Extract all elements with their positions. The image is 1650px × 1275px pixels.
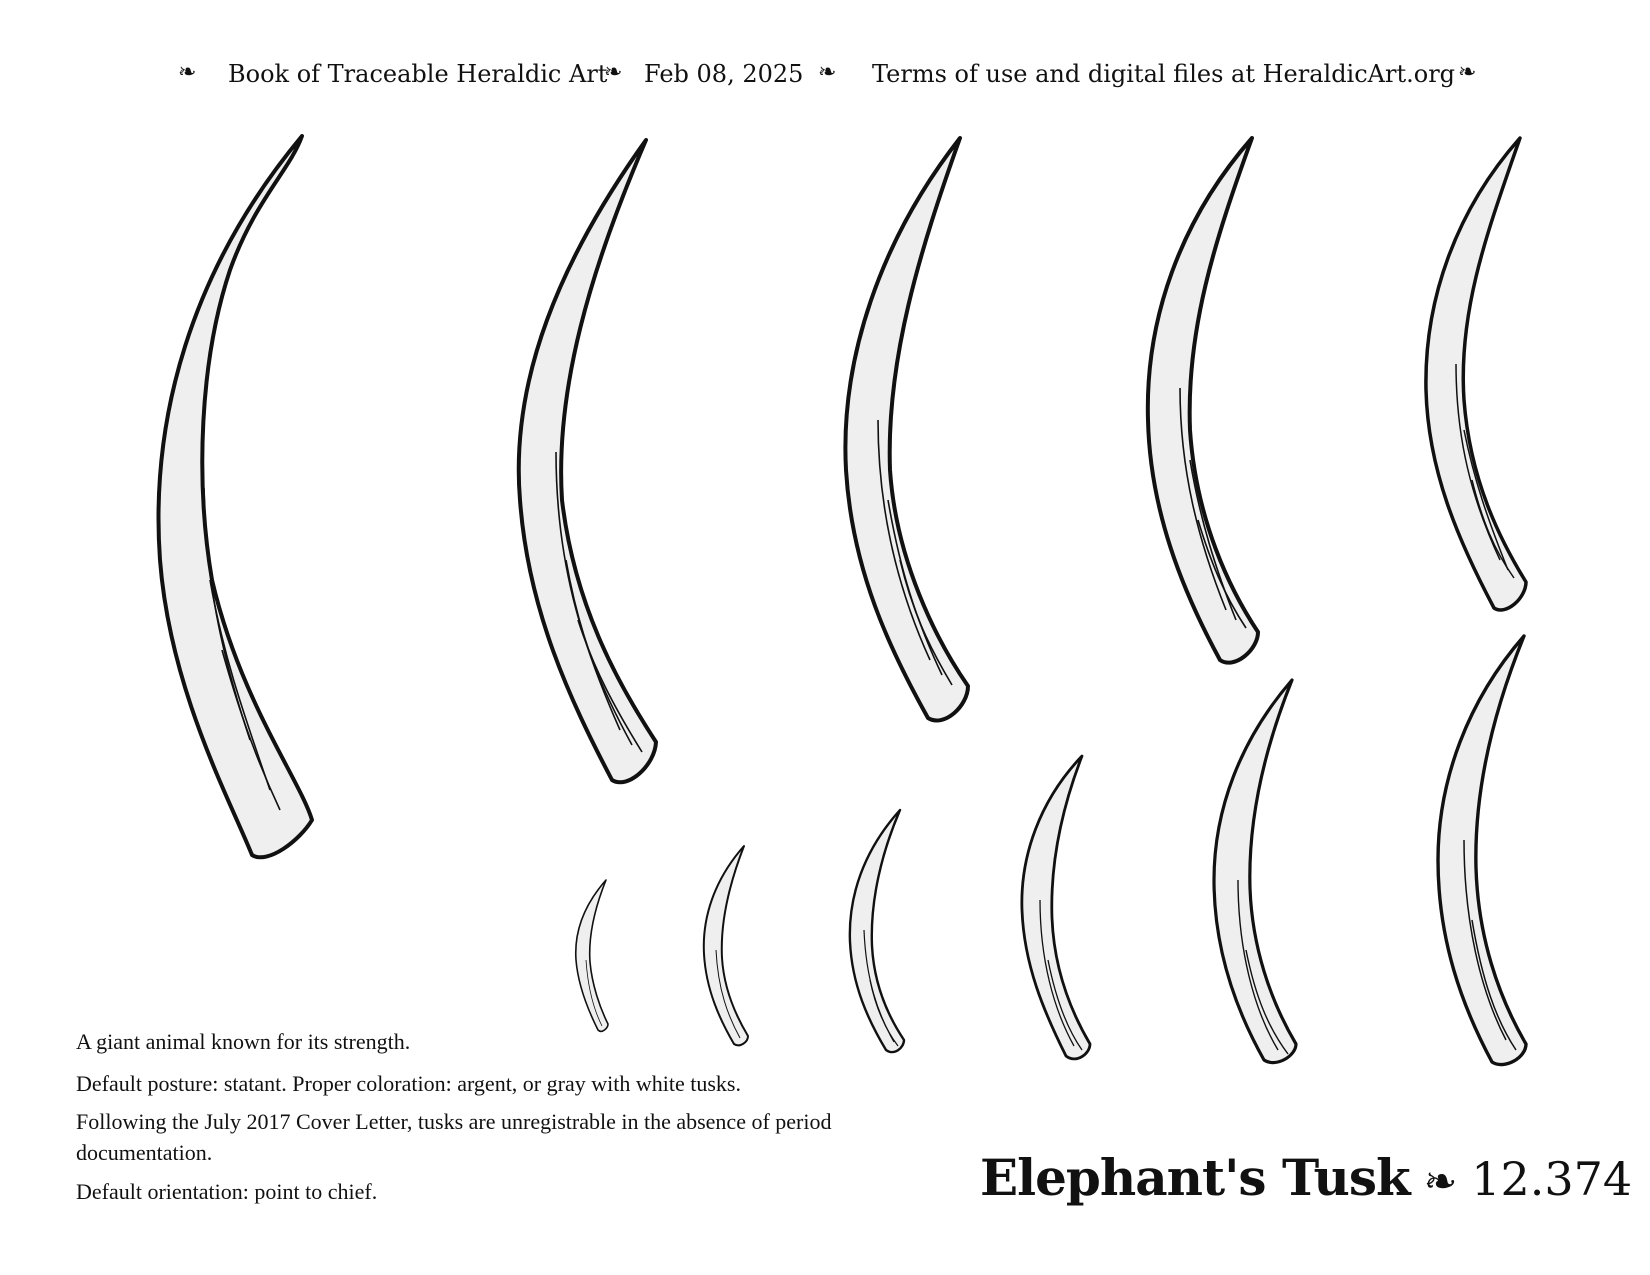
fleuron-ornament: ❧ bbox=[818, 60, 837, 85]
header-date: Feb 08, 2025 bbox=[644, 60, 804, 88]
figure-name: Elephant's Tusk bbox=[980, 1148, 1410, 1207]
fleuron-ornament: ❧ bbox=[604, 60, 623, 85]
figure-title bbox=[980, 1148, 1633, 1218]
tusk-small-2 bbox=[704, 846, 748, 1045]
description-line-2: Default posture: statant. Proper coloration: argent, or gray with white tusks. bbox=[76, 1071, 741, 1096]
fleuron-ornament: ❧ bbox=[1423, 1159, 1458, 1205]
terms-link-text: Terms of use and digital files at HeraldicArt.org bbox=[872, 60, 1456, 88]
description-line-4: Default orientation: point to chief. bbox=[76, 1179, 378, 1204]
tusk-large-5 bbox=[1426, 138, 1526, 610]
description-line-1: A giant animal known for its strength. bbox=[76, 1029, 411, 1054]
tusk-large-3 bbox=[845, 138, 968, 720]
fleuron-ornament: ❧ bbox=[178, 60, 197, 85]
tusk-medium-3 bbox=[1438, 636, 1526, 1065]
book-title: Book of Traceable Heraldic Art bbox=[228, 60, 608, 88]
tusk-large-2 bbox=[519, 140, 656, 782]
tusk-small-1 bbox=[576, 880, 608, 1031]
figure-number: 12.374 bbox=[1471, 1152, 1633, 1206]
tusk-large-1 bbox=[159, 136, 312, 857]
tusk-medium-1 bbox=[1022, 756, 1090, 1059]
tusk-medium-2 bbox=[1214, 680, 1296, 1063]
tusk-small-3 bbox=[850, 810, 904, 1052]
description-line-3: Following the July 2017 Cover Letter, tusks are unregistrable in the absence of period documentation. bbox=[76, 1109, 832, 1165]
tusk-large-4 bbox=[1148, 138, 1258, 663]
fleuron-ornament: ❧ bbox=[1458, 60, 1477, 85]
